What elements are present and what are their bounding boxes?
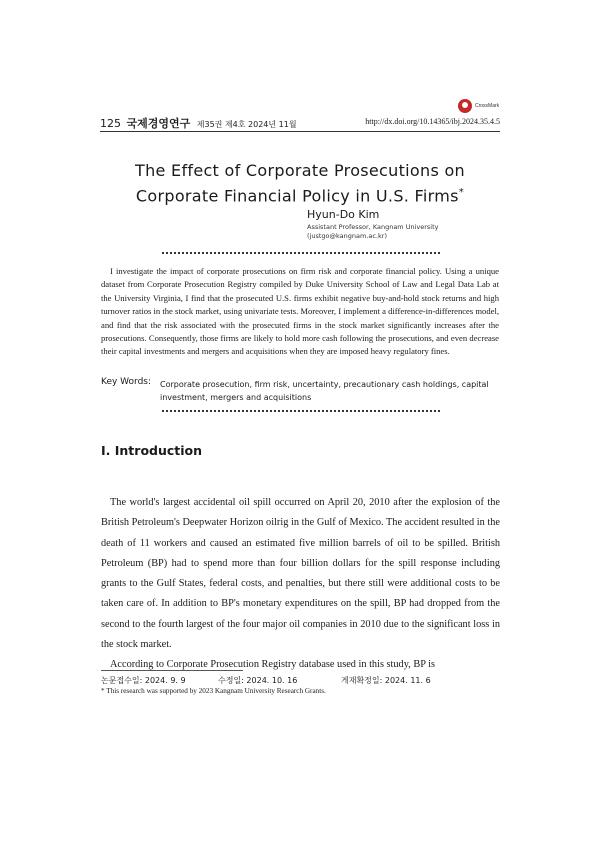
date-received: 논문접수일: 2024. 9. 9 <box>101 676 186 685</box>
abstract-divider-bottom <box>162 410 440 412</box>
author-affiliation-block <box>307 223 439 241</box>
author-email: (justgo@kangnam.ac.kr) <box>307 232 387 240</box>
keywords-label: Key Words: <box>101 377 152 387</box>
article-title <box>100 160 500 207</box>
body-paragraph-1: The world's largest accidental oil spill occurred on April 20, 2010 after the explosion of the British Petroleum's Deepwater Horizon oilrig in the Gulf of Mexico. The accident resulted in the death of 11 workers and caused an estimated five million barrels of oil to be spilled. British Petroleum (BP) had to spend more than four billion dollars for the spill response including grants to the Gulf States, federal costs, and penalties, but there still were additional costs to be taken care of. In addition to BP's monetary expenditures on the spill, BP had dropped from the second to the fourth largest of the four major oil companies in 2010 due to the significant loss in the stock market. <box>101 497 500 651</box>
abstract-divider-top <box>162 252 440 254</box>
keywords-text: Corporate prosecution, firm risk, uncertainty, precautionary cash holdings, capital investment, mergers and acquisitions <box>160 380 489 402</box>
crossmark-icon <box>458 99 472 113</box>
footnote-divider <box>101 670 243 671</box>
body-paragraph-2: According to Corporate Prosecution Registry database used in this study, BP is <box>110 659 435 671</box>
author-affiliation: Assistant Professor, Kangnam University <box>307 223 439 231</box>
title-line-1: The Effect of Corporate Prosecutions on <box>135 161 465 180</box>
title-line-2: Corporate Financial Policy in U.S. Firms <box>135 186 459 206</box>
journal-issue: 제35권 제4호 2024년 11월 <box>196 120 297 129</box>
header-divider <box>100 131 500 132</box>
journal-name: 국제경영연구 <box>126 117 191 130</box>
date-accepted: 게재확정일: 2024. 11. 6 <box>341 676 431 685</box>
crossmark-badge[interactable] <box>458 99 499 113</box>
doi-link[interactable]: http://dx.doi.org/10.14365/ibj.2024.35.4.5 <box>365 117 500 126</box>
crossmark-label: CrossMark <box>475 103 500 109</box>
page-number: 125 <box>100 117 121 130</box>
abstract: I investigate the impact of corporate prosecutions on firm risk and corporate financial policy. Using a unique dataset from Corporate Prosecution Registry compiled by Duke University School of Law and Legal Data Lab at the University Virginia, I find that the prosecuted U.S. firms exhibit negative buy-and-hold stock returns and high turnover ratios in the stock market, using univariate tests. Moreover, I implement a difference-in-differences model, and find that the risk associated with the prosecuted firms in the stock market significantly increases after the prosecutions. Consequently, those firms are likely to hold more cash following the prosecutions, and even decrease their capital investments and mergers and acquisitions when they are imposed heavy regulatory fines. <box>101 266 499 357</box>
date-revised: 수정일: 2024. 10. 16 <box>218 676 298 685</box>
body-text <box>101 493 500 676</box>
title-footnote-mark: * <box>458 187 465 198</box>
author-name: Hyun-Do Kim <box>307 208 380 221</box>
running-header <box>100 115 297 131</box>
section-heading: Ⅰ. Introduction <box>101 443 203 458</box>
funding-footnote: * This research was supported by 2023 Kangnam University Research Grants. <box>101 687 326 695</box>
